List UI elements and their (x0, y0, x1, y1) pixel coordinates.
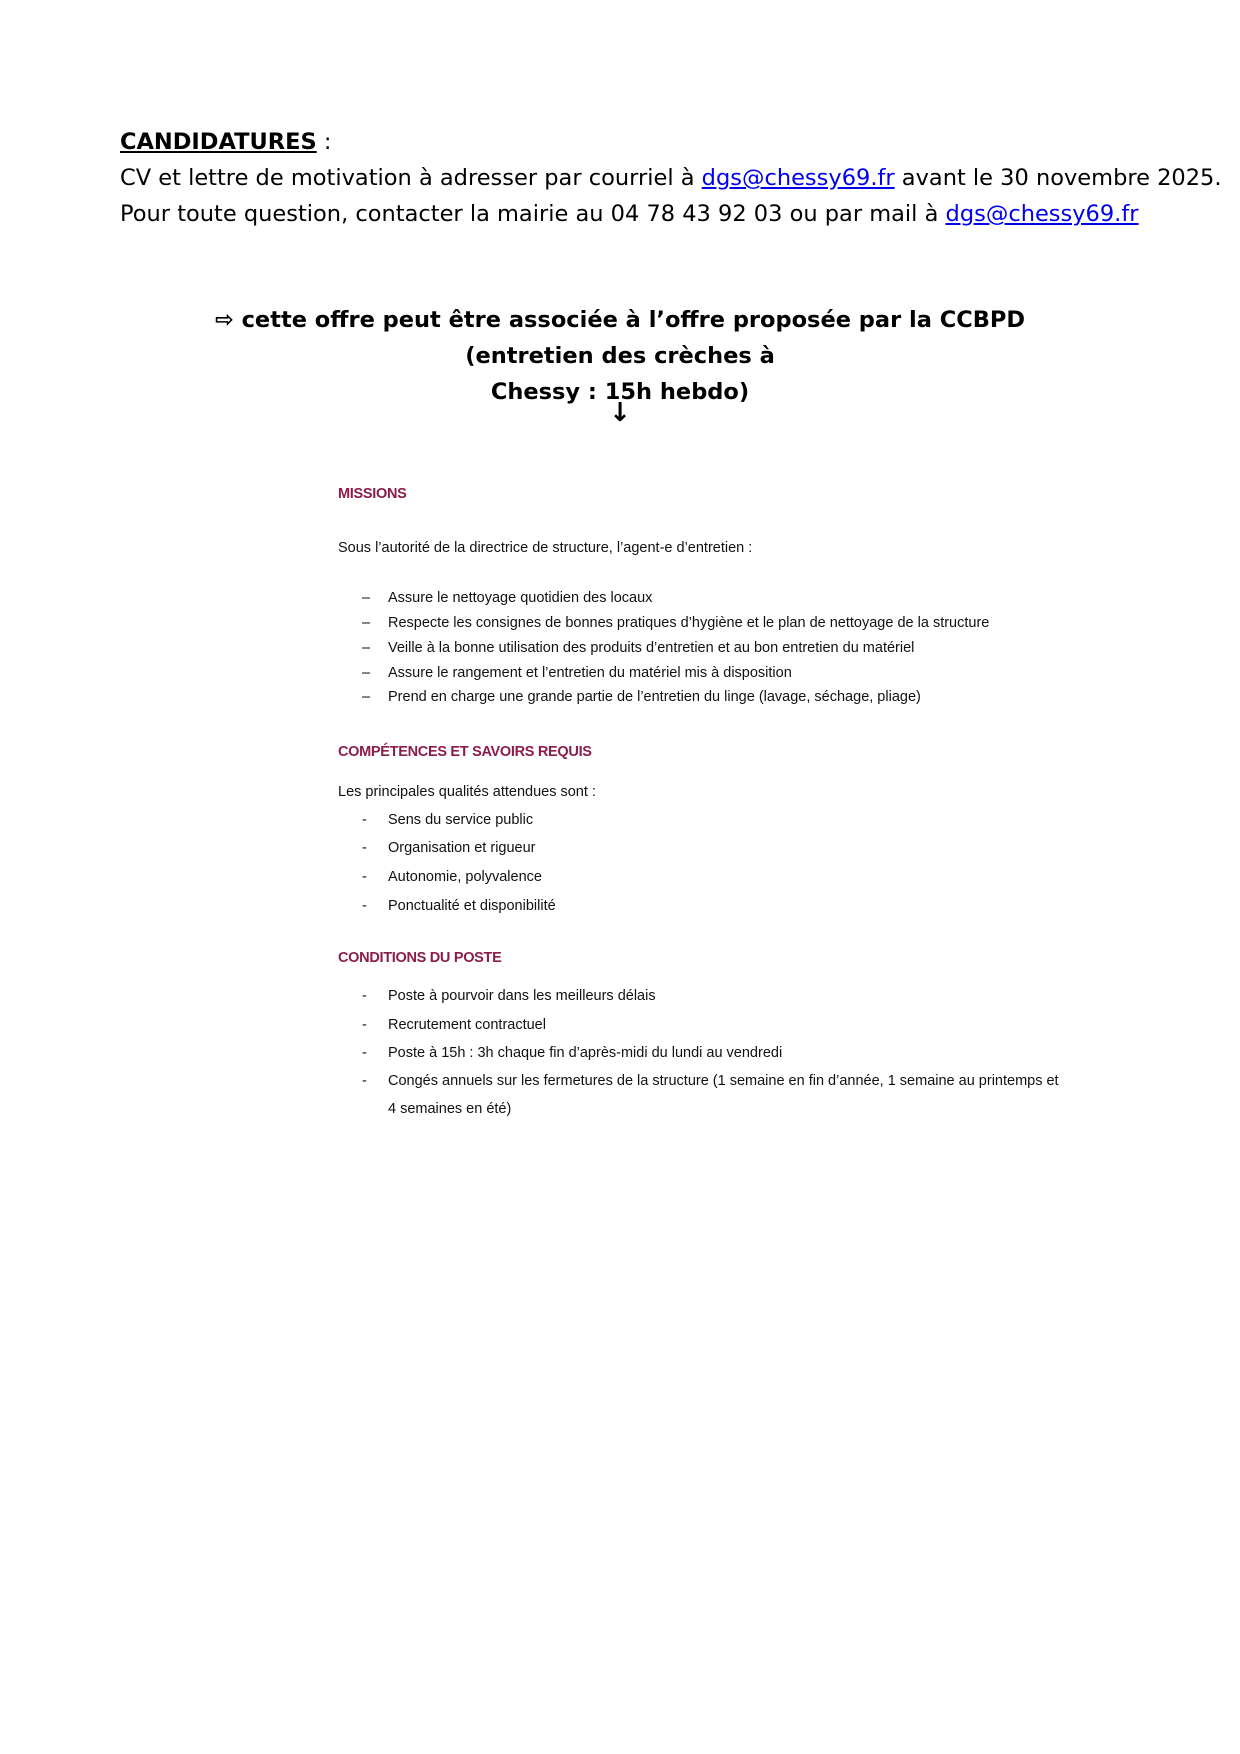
associated-offer-text-1: cette offre peut être associée à l’offre proposée par la CCBPD (entretien des crèches à (241, 307, 1026, 369)
list-item-text: Veille à la bonne utilisation des produits d’entretien et au bon entretien du matériel (388, 640, 915, 656)
associated-offer-line-2: Chessy : 15h hebdo) (490, 379, 750, 405)
candidatures-line-1-text: CV et lettre de motivation à adresser par courriel à (120, 165, 702, 191)
competences-intro: Les principales qualités attendues sont : (338, 784, 596, 800)
dash-icon: – (362, 590, 371, 606)
dash-icon: - (362, 1073, 367, 1089)
candidatures-colon: : (316, 129, 332, 155)
candidatures-line-2-text: Pour toute question, contacter la mairie au 04 78 43 92 03 ou par mail à (120, 201, 946, 227)
dash-icon: - (362, 1045, 367, 1061)
associated-offer-line-1 (150, 302, 1090, 374)
list-item-text: Sens du service public (388, 812, 534, 828)
list-item-text: Assure le nettoyage quotidien des locaux (388, 590, 653, 606)
missions-intro: Sous l’autorité de la directrice de structure, l’agent-e d’entretien : (338, 540, 753, 556)
list-item-text: Prend en charge une grande partie de l’entretien du linge (lavage, séchage, pliage) (388, 689, 921, 705)
email-link-2[interactable]: dgs@chessy69.fr (945, 201, 1139, 227)
competences-title: COMPÉTENCES ET SAVOIRS REQUIS (338, 744, 592, 760)
dash-icon: - (362, 840, 367, 856)
list-item-text: Respecte les consignes de bonnes pratiques d’hygiène et le plan de nettoyage de la structure (388, 615, 990, 631)
candidatures-line-2 (120, 196, 1139, 232)
dash-icon: – (362, 640, 371, 656)
dash-icon: - (362, 988, 367, 1004)
list-item-text: Autonomie, polyvalence (388, 869, 542, 885)
dash-icon: - (362, 898, 367, 914)
list-item-text: Poste à pourvoir dans les meilleurs délais (388, 988, 656, 1004)
associated-offer-note (150, 302, 1090, 410)
list-item-text: Recrutement contractuel (388, 1017, 546, 1033)
list-item-text: Congés annuels sur les fermetures de la structure (1 semaine en fin d’année, 1 semaine au printemps et (388, 1073, 1059, 1089)
list-item-text: 4 semaines en été) (388, 1101, 512, 1117)
list-item-text: Assure le rangement et l’entretien du matériel mis à disposition (388, 665, 792, 681)
candidatures-heading (120, 124, 1130, 160)
dash-icon: – (362, 665, 371, 681)
dash-icon: – (362, 615, 371, 631)
dash-icon: - (362, 869, 367, 885)
dash-icon: - (362, 812, 367, 828)
candidatures-line-1 (120, 160, 1222, 196)
email-link-1[interactable]: dgs@chessy69.fr (701, 165, 895, 191)
missions-title: MISSIONS (338, 486, 407, 502)
arrow-down-icon: ↓ (609, 398, 631, 428)
list-item-text: Organisation et rigueur (388, 840, 536, 856)
candidatures-line-1-end: avant le 30 novembre 2025. (894, 165, 1222, 191)
candidatures-title: CANDIDATURES (120, 129, 317, 155)
dash-icon: - (362, 1017, 367, 1033)
arrow-right-icon: ⇨ (214, 307, 234, 333)
list-item-text: Poste à 15h : 3h chaque fin d’après-midi du lundi au vendredi (388, 1045, 783, 1061)
list-item-text: Ponctualité et disponibilité (388, 898, 556, 914)
candidatures-block (120, 124, 1222, 232)
conditions-title: CONDITIONS DU POSTE (338, 950, 502, 966)
dash-icon: – (362, 689, 371, 705)
